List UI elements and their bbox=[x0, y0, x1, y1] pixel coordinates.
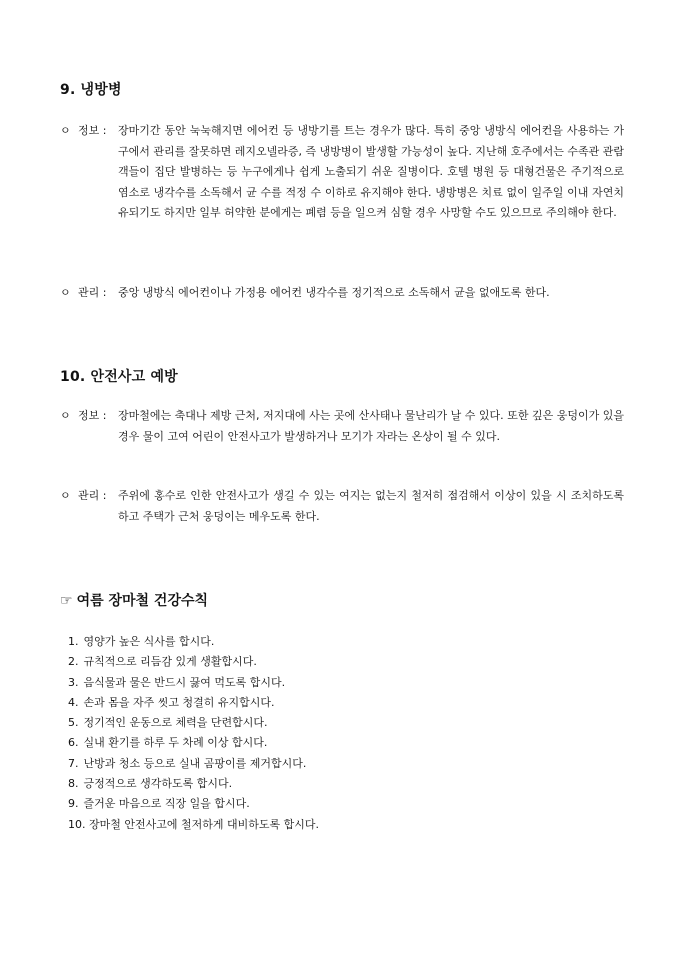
bullet-icon: ㅇ bbox=[60, 286, 71, 299]
health-tips-list bbox=[68, 632, 319, 835]
management-text: 주위에 홍수로 인한 안전사고가 생길 수 있는 여지는 없는지 철저히 점검해서 이상이 있을 시 조치하도록 하고 주택가 근처 웅덩이는 메우도록 한다. bbox=[118, 489, 624, 523]
list-item: 3. 음식물과 물은 반드시 끓여 먹도록 합시다. bbox=[68, 675, 286, 689]
info-label: 정보 : bbox=[78, 124, 107, 137]
list-item: 8. 긍정적으로 생각하도록 합시다. bbox=[68, 777, 233, 791]
section-9-management bbox=[60, 283, 624, 304]
section-9-heading: 9. 냉방병 bbox=[60, 82, 122, 98]
management-label: 관리 : bbox=[78, 489, 107, 502]
list-item: 1. 영양가 높은 식사를 합시다. bbox=[68, 635, 215, 648]
bullet-icon: ㅇ bbox=[60, 409, 71, 422]
list-item: 6. 실내 환기를 하루 두 차례 이상 합시다. bbox=[68, 736, 268, 750]
list-item: 7. 난방과 청소 등으로 실내 곰팡이를 제거합시다. bbox=[68, 756, 307, 770]
section-10-management bbox=[60, 486, 624, 527]
tips-title-text: 여름 장마철 건강수칙 bbox=[76, 593, 209, 609]
bullet-icon: ㅇ bbox=[60, 489, 71, 502]
list-item: 4. 손과 몸을 자주 씻고 청결히 유지합시다. bbox=[68, 695, 275, 709]
info-label: 정보 : bbox=[78, 409, 107, 422]
list-item: 2. 규칙적으로 리듬감 있게 생활합시다. bbox=[68, 655, 257, 669]
management-text: 중앙 냉방식 에어컨이나 가정용 에어컨 냉각수를 정기적으로 소독해서 균을 없애도록 한다. bbox=[118, 286, 550, 299]
list-item: 10. 장마철 안전사고에 철저하게 대비하도록 합시다. bbox=[68, 817, 320, 831]
section-9-info bbox=[60, 121, 624, 224]
bullet-icon: ㅇ bbox=[60, 124, 71, 137]
info-text: 장마철에는 축대나 제방 근처, 저지대에 사는 곳에 산사태나 물난리가 날 수 있다. 또한 깊은 웅덩이가 있을 경우 물이 고여 어린이 안전사고가 발생하거나 모기가 자라는 온상이 될 수 있다. bbox=[118, 409, 624, 443]
management-label: 관리 : bbox=[78, 286, 107, 299]
list-item: 9. 즐거운 마음으로 직장 일을 합시다. bbox=[68, 797, 250, 811]
pointing-hand-icon: ☞ bbox=[60, 593, 73, 609]
info-text: 장마기간 동안 눅눅해지면 에어컨 등 냉방기를 트는 경우가 많다. 특히 중앙 냉방식 에어컨을 사용하는 가구에서 관리를 잘못하면 레지오넬라증, 즉 냉방병이 발생할 가능성이 높다. 지난해 호주에서는 수족관 관람객들이 집단 발병하는 등 누구에게나 쉽게 노출되기 쉬운 질병이다. 호텔 병원 등 대형건물은 주기적으로 염소로 냉각수를 소독해서 균 수를 적정 수 이하로 유지해야 한다. 냉방병은 치료 없이 일주일 이내 자연치유되기도 하지만 일부 허약한 분에게는 폐렴 등을 일으켜 심할 경우 사망할 수도 있으므로 주의해야 한다. bbox=[118, 124, 624, 219]
section-10-heading: 10. 안전사고 예방 bbox=[60, 369, 178, 385]
section-10-info bbox=[60, 406, 624, 447]
list-item: 5. 정기적인 운동으로 체력을 단련합시다. bbox=[68, 716, 268, 730]
tips-heading bbox=[60, 590, 208, 610]
